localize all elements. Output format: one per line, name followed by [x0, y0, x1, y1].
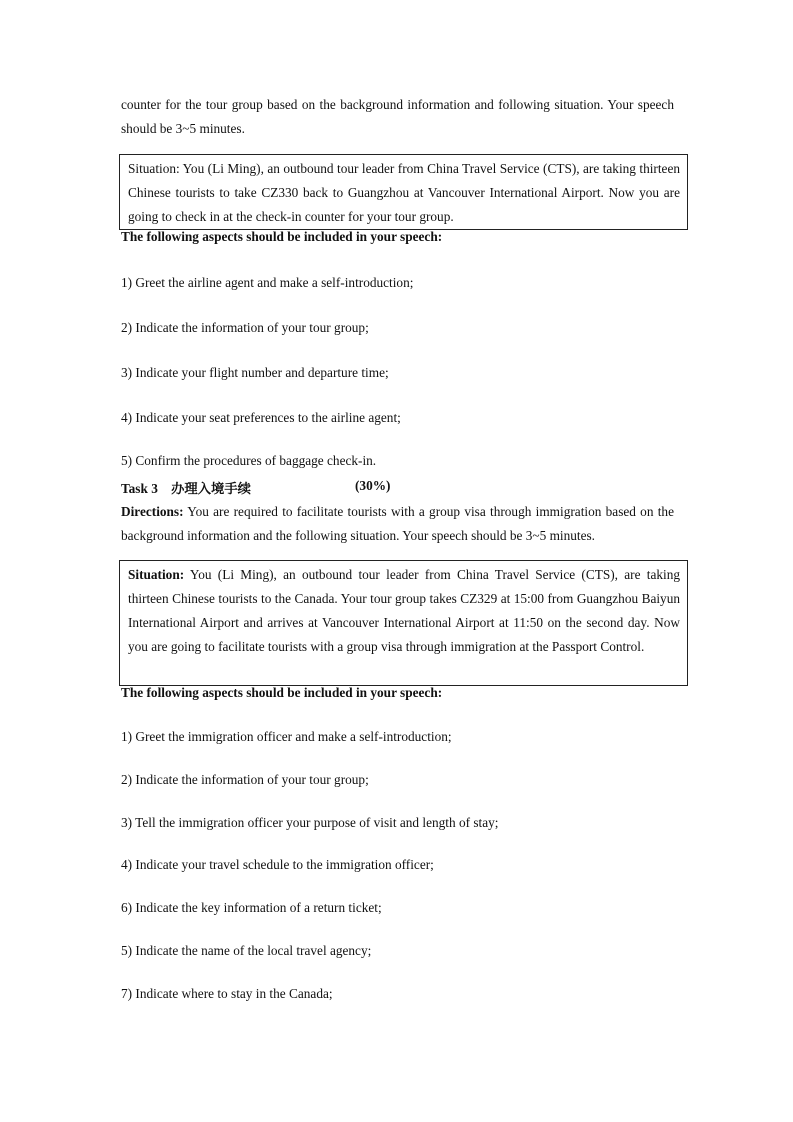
task3-situation-box [119, 560, 688, 686]
task3-directions-text: You are required to facilitate tourists with a group visa through immigration based on the background information and the following situation. Your speech should be 3~5 minutes. [121, 504, 674, 543]
task3-heading [121, 478, 521, 497]
task2-item-2: 2) Indicate the information of your tour group; [121, 320, 369, 335]
task3-item-2: 2) Indicate the information of your tour group; [121, 772, 369, 787]
task2-item-4: 4) Indicate your seat preferences to the airline agent; [121, 410, 401, 425]
task3-directions-label: Directions: [121, 504, 184, 519]
task2-situation-box [119, 154, 688, 230]
task3-title: Task 3 办理入境手续 [121, 481, 251, 496]
task2-situation-text: Situation: You (Li Ming), an outbound tour leader from China Travel Service (CTS), are taking thirteen Chinese tourists to take CZ330 back to Guangzhou at Vancouver International Airport. Now you are going to check in at the check-in counter for your tour group. [128, 161, 680, 224]
task2-item-5: 5) Confirm the procedures of baggage check-in. [121, 453, 377, 468]
task3-directions [121, 500, 674, 548]
intro-paragraph: counter for the tour group based on the background information and following situation. Your speech should be 3~5 minutes. [121, 97, 674, 136]
task3-aspects-heading: The following aspects should be included in your speech: [121, 685, 443, 700]
task3-weight: (30%) [355, 478, 391, 493]
task3-item-7: 7) Indicate where to stay in the Canada; [121, 986, 333, 1001]
task3-item-4: 4) Indicate your travel schedule to the immigration officer; [121, 857, 434, 872]
task3-item-5: 6) Indicate the key information of a return ticket; [121, 900, 382, 915]
task3-situation-text: You (Li Ming), an outbound tour leader from China Travel Service (CTS), are taking thirteen Chinese tourists to the Canada. Your tour group takes CZ329 at 15:00 from Guangzhou Baiyun International Airport and arrives at Vancouver International Airport at 11:50 on the second day. Now you are going to facilitate tourists with a group visa through immigration at the Passport Control. [128, 567, 680, 654]
task2-aspects-heading: The following aspects should be included in your speech: [121, 229, 443, 244]
task2-item-3: 3) Indicate your flight number and departure time; [121, 365, 389, 380]
task3-situation-label: Situation: [128, 567, 185, 582]
task3-item-1: 1) Greet the immigration officer and make a self-introduction; [121, 729, 452, 744]
task3-item-6: 5) Indicate the name of the local travel agency; [121, 943, 372, 958]
task2-item-1: 1) Greet the airline agent and make a self-introduction; [121, 275, 414, 290]
task3-item-3: 3) Tell the immigration officer your purpose of visit and length of stay; [121, 815, 499, 830]
